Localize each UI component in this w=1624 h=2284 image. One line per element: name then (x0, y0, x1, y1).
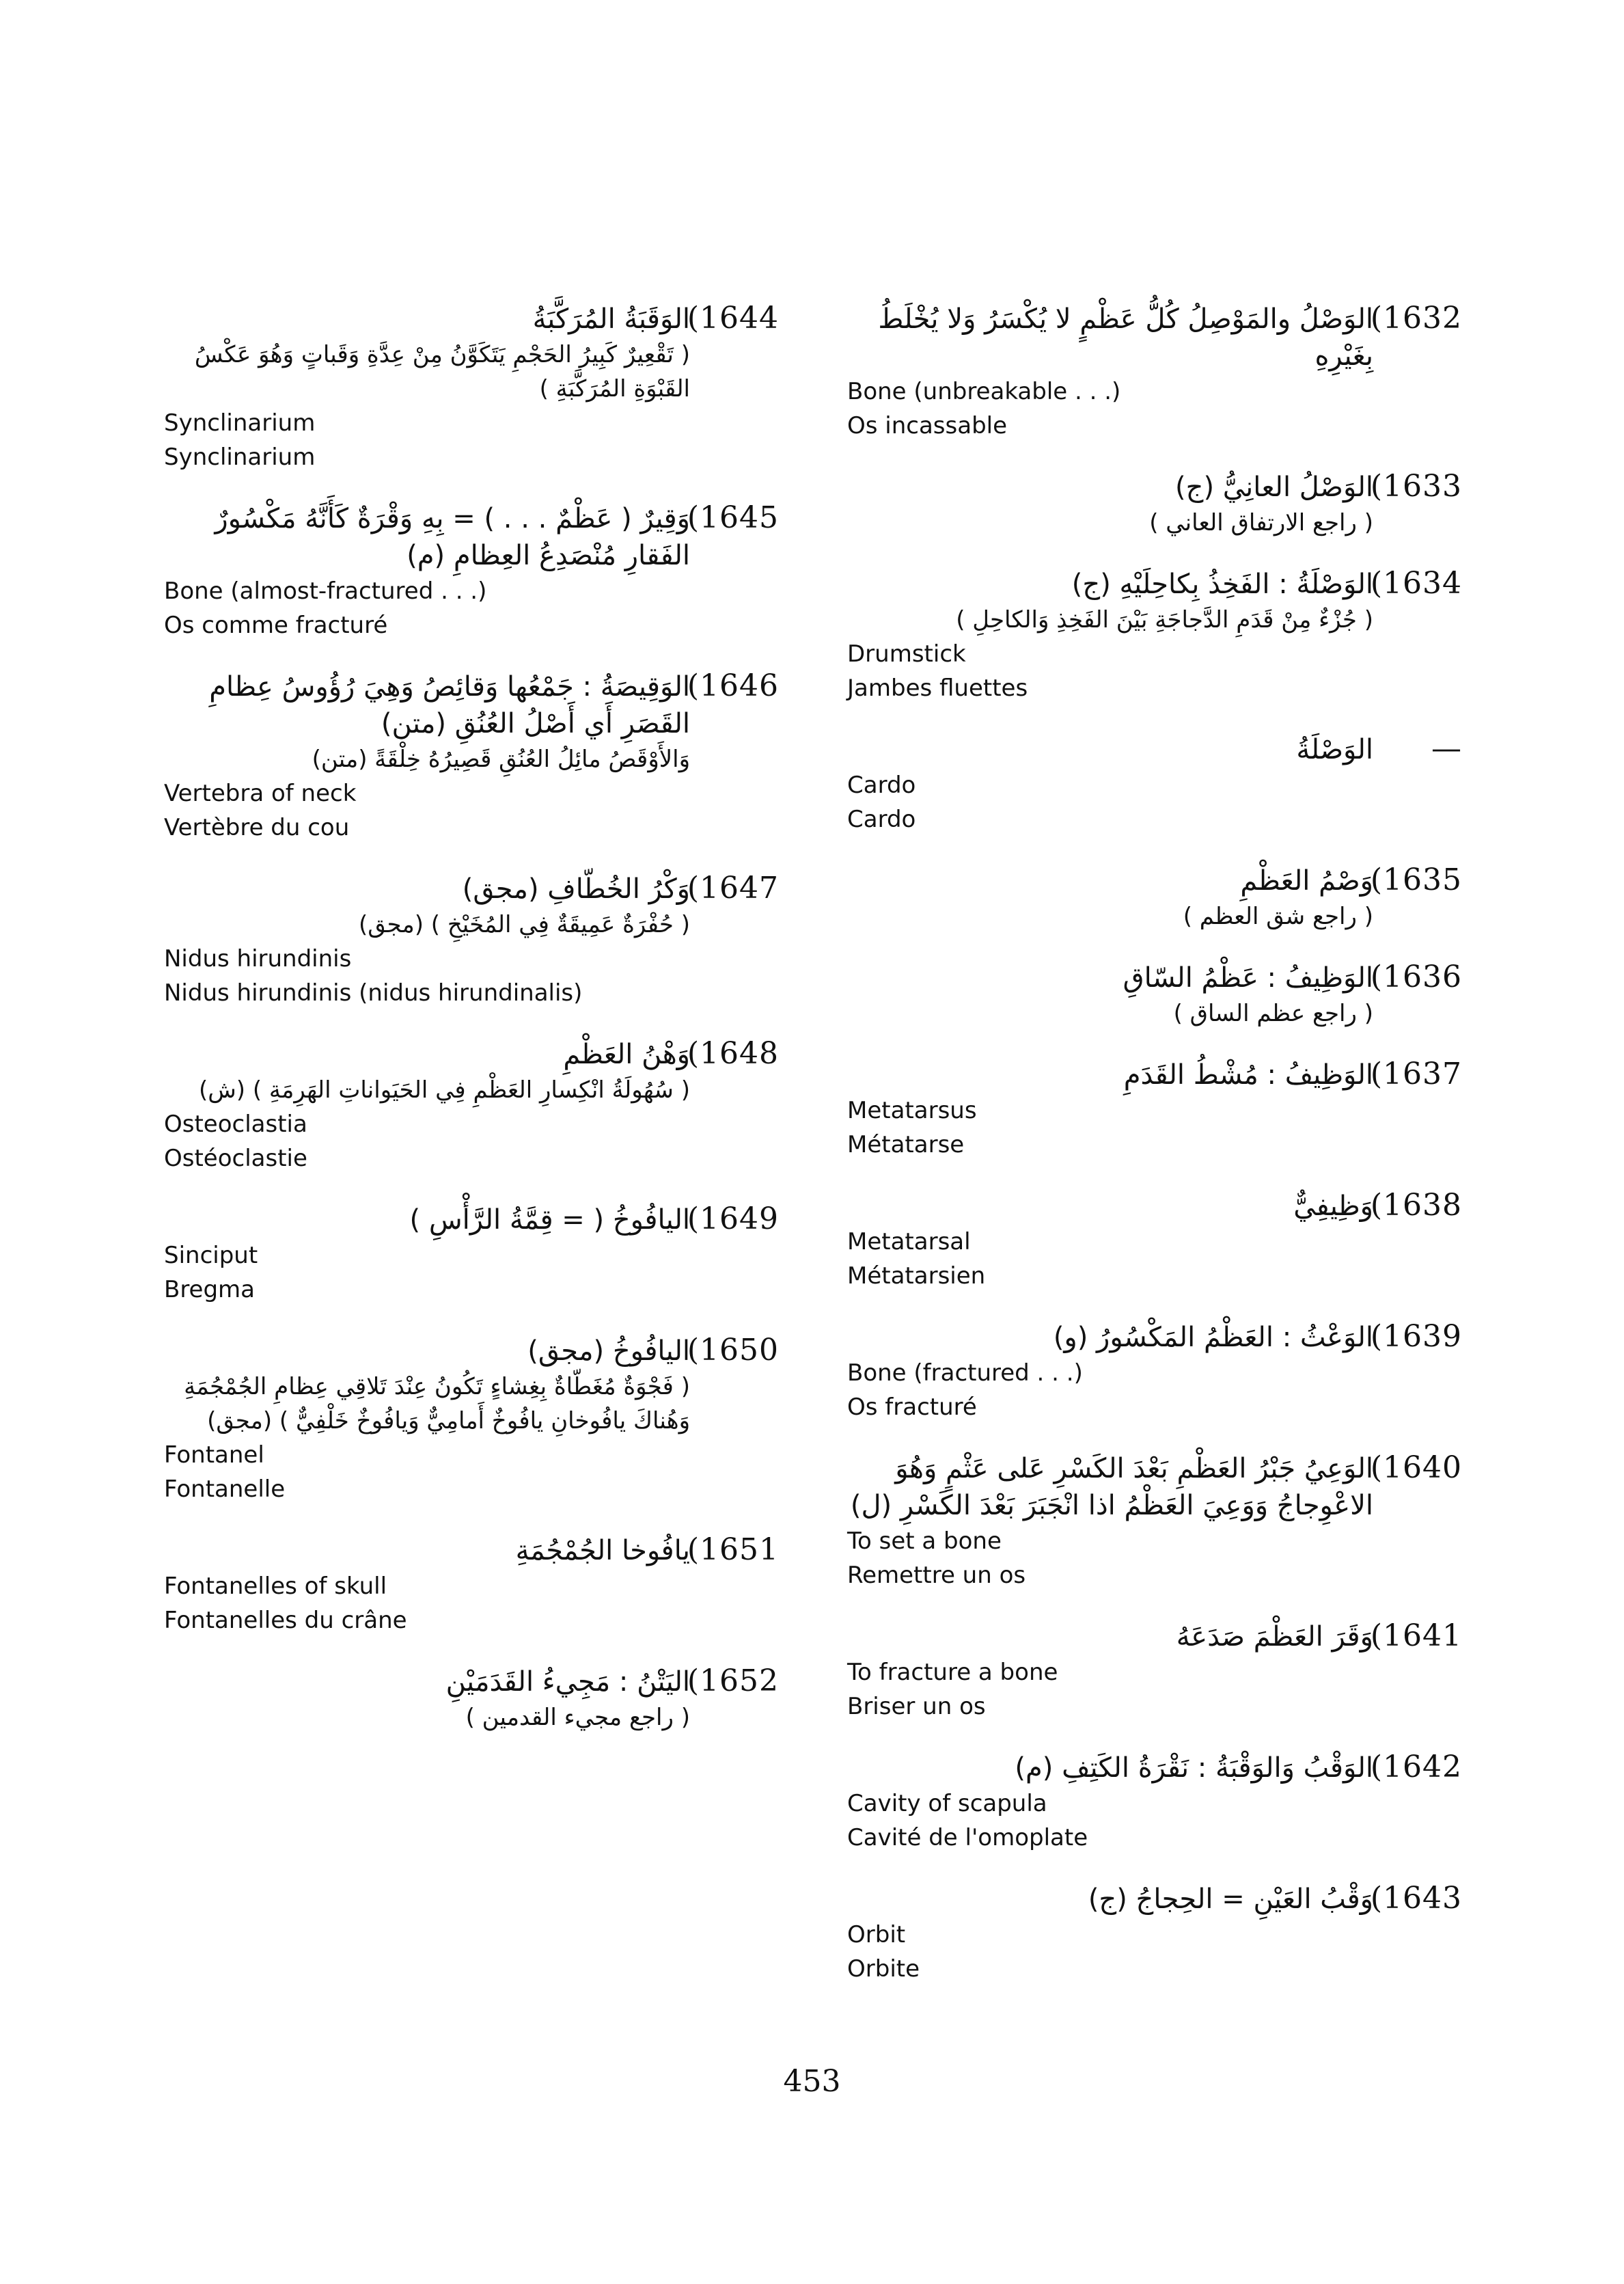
arabic-headword: وَكْرُ الخُطّافِ (مجق) (462, 873, 690, 905)
entry-number: (1649 (687, 1201, 779, 1236)
entry-number: (1650 (687, 1333, 779, 1368)
translation-terms (164, 1107, 779, 1175)
entry-number: (1651 (687, 1532, 779, 1567)
translation-terms (164, 1238, 779, 1307)
arabic-headword: وَهْنُ العَظْمِ (563, 1039, 690, 1070)
left-column (164, 301, 779, 1760)
french-term: Vertèbre du cou (164, 814, 350, 841)
arabic-headword: وَقْبُ العَيْنِ = الحِجاجُ (ج) (1088, 1884, 1373, 1915)
translation-terms (164, 776, 779, 845)
english-term: To set a bone (847, 1527, 1002, 1555)
entry-number: (1641 (1370, 1618, 1462, 1653)
arabic-note: وَالأَوْقَصُ مائِلُ العُنُقِ قَصِيرُهُ خِلْقَةً (متن) (312, 746, 690, 773)
translation-terms (164, 406, 779, 474)
entry-number: (1634 (1370, 566, 1462, 601)
arabic-headword: وَصْمُ العَظْمِ (1240, 865, 1373, 897)
entry-number: (1638 (1370, 1188, 1462, 1223)
entry-number: (1635 (1370, 862, 1462, 897)
arabic-note: ( تَقْعِيرٌ كَبِيرُ الحَجْمِ يَتَكَوَّنُ مِنْ عِدَّةِ وَقَباتٍ وَهُوَ عَكْسُ القَبْوَةِ المُرَكَّبَةِ ) (194, 341, 690, 403)
dictionary-entry (847, 301, 1462, 443)
translation-terms (847, 1918, 1462, 1986)
dictionary-entry (164, 1663, 779, 1735)
dictionary-entry (164, 1201, 779, 1307)
entry-number: (1647 (687, 871, 779, 906)
dictionary-entry (164, 301, 779, 474)
english-term: Bone (unbreakable . . .) (847, 378, 1121, 405)
english-term: Vertebra of neck (164, 780, 357, 807)
translation-terms (164, 1569, 779, 1637)
arabic-headword: الوَظِيفُ : مُشْطُ القَدَمِ (1123, 1059, 1373, 1091)
english-term: Synclinarium (164, 409, 316, 437)
dictionary-entry (847, 1881, 1462, 1986)
arabic-note: ( سُهُولَةُ انْكِسارِ العَظْمِ فِي الحَيَواناتِ الهَرِمَةِ ) (ش) (199, 1076, 690, 1104)
translation-terms (847, 1356, 1462, 1424)
dictionary-entry (164, 1036, 779, 1175)
arabic-headword: الوَعِيُ جَبْرُ العَظْمِ بَعْدَ الكَسْرِ عَلى عَثْمٍ وَهُوَ الاعْوِجاجُ وَوَعِيَ العَظْمُ اذا انْجَبَرَ بَعْدَ الكَسْرِ (ل) (850, 1453, 1373, 1521)
dictionary-entry (847, 960, 1462, 1031)
arabic-headword: الوَصْلُ العانِيُّ (ج) (1175, 472, 1373, 503)
french-term: Os comme fracturé (164, 612, 388, 639)
entry-number: (1632 (1370, 301, 1462, 336)
entry-number: (1643 (1370, 1881, 1462, 1916)
entry-number: (1636 (1370, 960, 1462, 994)
french-term: Cavité de l'omoplate (847, 1824, 1088, 1851)
translation-terms (847, 1093, 1462, 1162)
entry-number: (1637 (1370, 1057, 1462, 1091)
translation-terms (847, 637, 1462, 705)
french-term: Ostéoclastie (164, 1145, 307, 1172)
arabic-headword: اليافُوخُ ( = قِمَّةُ الرَّأْسِ ) (409, 1204, 690, 1236)
arabic-note: ( راجع عظم الساق ) (1173, 1000, 1373, 1027)
dictionary-entry (847, 1188, 1462, 1293)
english-term: Drumstick (847, 640, 966, 668)
arabic-headword: الوَعْثُ : العَظْمُ المَكْسُورُ (و) (1053, 1322, 1373, 1353)
dictionary-entry (847, 1319, 1462, 1424)
french-term: Métatarse (847, 1131, 965, 1158)
french-term: Os fracturé (847, 1393, 977, 1421)
entry-number: — (1431, 731, 1462, 766)
translation-terms (847, 1524, 1462, 1592)
english-term: Fontanel (164, 1441, 264, 1469)
arabic-headword: الوَصْلَةُ : الفَخِذُ بِكاحِلَيْهِ (ج) (1071, 569, 1373, 600)
arabic-headword: وَقَرَ العَظْمَ صَدَعَهُ (1176, 1621, 1373, 1653)
arabic-note: ( راجع مجيء القدمين ) (465, 1704, 690, 1731)
french-term: Métatarsien (847, 1262, 986, 1290)
french-term: Os incassable (847, 412, 1008, 439)
french-term: Nidus hirundinis (nidus hirundinalis) (164, 979, 583, 1007)
english-term: Cardo (847, 772, 916, 799)
arabic-headword: وَظِيفِيٌّ (1293, 1191, 1373, 1222)
arabic-note: ( جُزْءٌ مِنْ قَدَمِ الدَّجاجَةِ بَيْنَ الفَخِذِ وَالكاحِلِ ) (956, 606, 1373, 634)
dictionary-entry (847, 1750, 1462, 1855)
arabic-headword: الوَقَبَةُ المُرَكَّبَةُ (532, 303, 690, 335)
arabic-note: ( راجع شق العظم ) (1183, 903, 1373, 930)
arabic-headword: الوَصْلَةُ (1296, 734, 1373, 765)
page-number: 453 (783, 2064, 841, 2099)
dictionary-entry (164, 1333, 779, 1506)
entry-number: (1652 (687, 1663, 779, 1698)
arabic-note: ( راجع الارتفاق العاني ) (1149, 509, 1373, 536)
arabic-headword: وَقِيرٌ ( عَظْمٌ . . . ) = بِهِ وَقْرَةٌ كَأَنَّهُ مَكْسُورٌ الفَقارِ مُنْصَدِعُ العِظامِ (م) (215, 503, 690, 571)
french-term: Briser un os (847, 1693, 986, 1720)
translation-terms (847, 1225, 1462, 1293)
arabic-headword: الوَصْلُ والمَوْصِلُ كُلُّ عَظْمٍ لا يُكْسَرُ وَلا يُخْلَطُ بِغَيْرِهِ (878, 303, 1373, 372)
dictionary-entry (847, 566, 1462, 705)
french-term: Fontanelles du crâne (164, 1607, 407, 1634)
english-term: Metatarsus (847, 1097, 977, 1124)
arabic-headword: اليافُوخُ (مجق) (527, 1335, 690, 1367)
entry-number: (1633 (1370, 469, 1462, 504)
arabic-headword: الوَقِيصَةُ : جَمْعُها وَقائِصُ وَهِيَ رُؤُوسُ عِظامِ القَصَرِ أَي أَصْلُ العُنُقِ (متن) (209, 671, 690, 739)
french-term: Fontanelle (164, 1476, 286, 1503)
translation-terms (164, 1438, 779, 1506)
english-term: To fracture a bone (847, 1659, 1058, 1686)
arabic-headword: الوَظِيفُ : عَظْمُ السّاقِ (1123, 962, 1373, 994)
english-term: Bone (fractured . . .) (847, 1359, 1083, 1387)
entry-number: (1640 (1370, 1450, 1462, 1485)
dictionary-entry (847, 1057, 1462, 1162)
arabic-headword: يافُوخا الجُمْجُمَةِ (515, 1535, 690, 1566)
dictionary-entry (164, 871, 779, 1010)
english-term: Fontanelles of skull (164, 1573, 387, 1600)
arabic-headword: الوَقْبُ وَالوَقْبَةُ : نَقْرَةُ الكَتِفِ (م) (1015, 1752, 1373, 1784)
translation-terms (164, 942, 779, 1010)
english-term: Osteoclastia (164, 1111, 307, 1138)
dictionary-entry (847, 469, 1462, 540)
translation-terms (847, 1786, 1462, 1855)
dictionary-entry (164, 1532, 779, 1637)
entry-number: (1642 (1370, 1750, 1462, 1784)
translation-terms (847, 1655, 1462, 1724)
arabic-note: ( حُفْرَةٌ عَمِيقَةٌ فِي المُخَيْخِ ) (مجق) (358, 911, 690, 938)
entry-number: (1644 (687, 301, 779, 336)
entry-number: (1639 (1370, 1319, 1462, 1354)
translation-terms (847, 375, 1462, 443)
french-term: Jambes fluettes (847, 675, 1028, 702)
dictionary-entry (847, 1450, 1462, 1592)
dictionary-entry (164, 668, 779, 845)
french-term: Remettre un os (847, 1562, 1026, 1589)
english-term: Nidus hirundinis (164, 945, 352, 973)
right-column (847, 301, 1462, 2012)
translation-terms (847, 768, 1462, 837)
dictionary-entry (164, 500, 779, 642)
english-term: Sinciput (164, 1242, 258, 1269)
english-term: Metatarsal (847, 1228, 971, 1255)
dictionary-entry (847, 731, 1462, 837)
english-term: Cavity of scapula (847, 1790, 1047, 1817)
english-term: Bone (almost-fractured . . .) (164, 577, 487, 605)
entry-number: (1646 (687, 668, 779, 703)
entry-number: (1648 (687, 1036, 779, 1071)
french-term: Orbite (847, 1955, 920, 1983)
english-term: Orbit (847, 1921, 906, 1948)
french-term: Synclinarium (164, 444, 316, 471)
entry-number: (1645 (687, 500, 779, 535)
french-term: Cardo (847, 806, 916, 833)
arabic-headword: اليَتْنُ : مَجِيءُ القَدَمَيْنِ (445, 1666, 690, 1698)
translation-terms (164, 574, 779, 642)
dictionary-entry (847, 1618, 1462, 1724)
arabic-note: ( فَجْوَةٌ مُغَطّاةٌ بِغِشاءٍ تَكُونُ عِنْدَ تَلاقِي عِظامِ الجُمْجُمَةِ وَهُناكَ يافُوخانِ يافُوخٌ أَمامِيٌّ وَيافُوخٌ خَلْفِيٌّ ) (مجق) (184, 1373, 690, 1435)
french-term: Bregma (164, 1276, 256, 1303)
dictionary-entry (847, 862, 1462, 934)
